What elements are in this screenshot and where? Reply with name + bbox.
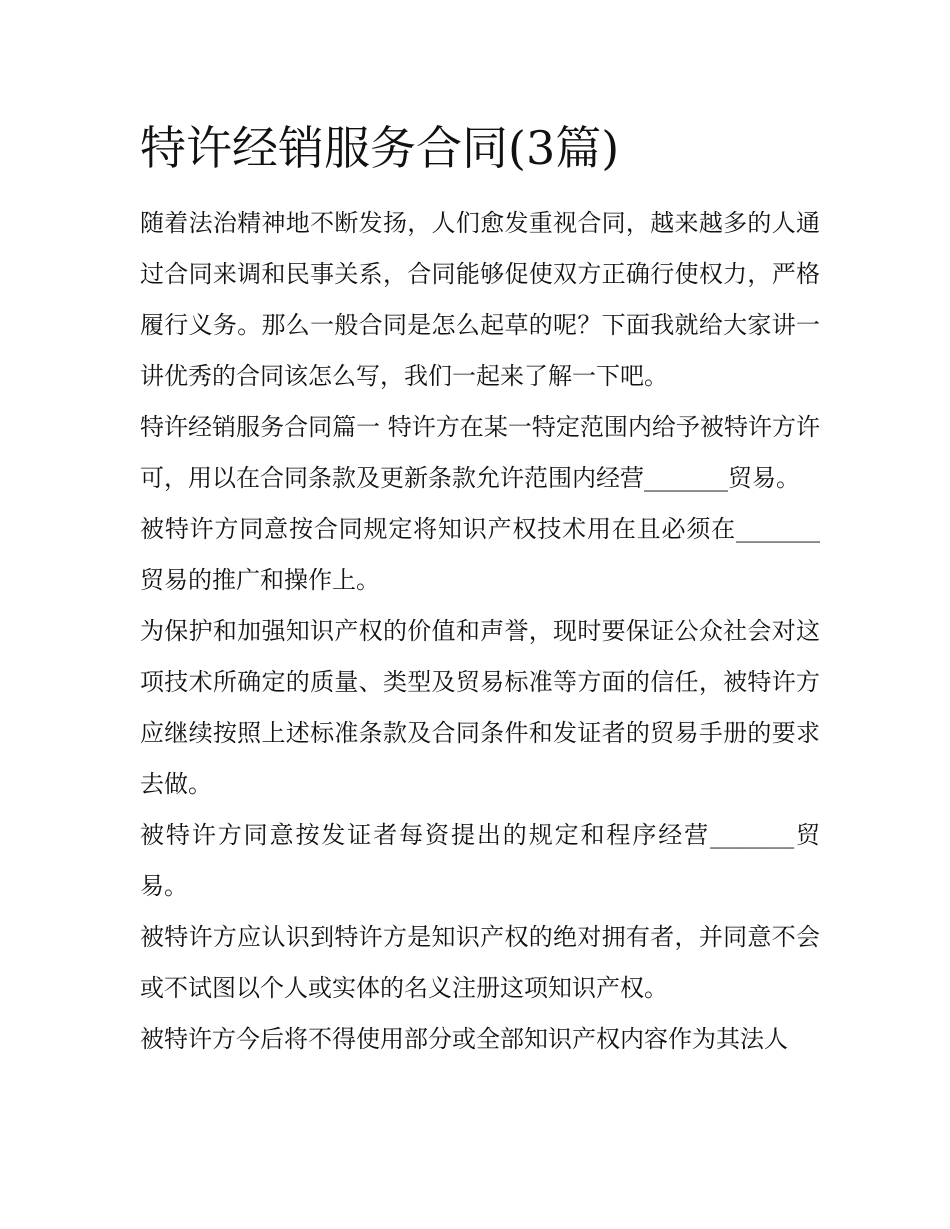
paragraph-3: 为保护和加强知识产权的价值和声誉，现时要保证公众社会对这项技术所确定的质量、类型及贸易标准等方面的信任，被特许方应继续按照上述标准条款及合同条件和发证者的贸易手册的要求去做。 [140,617,820,798]
paragraph-5: 被特许方应认识到特许方是知识产权的绝对拥有者，并同意不会或不试图以个人或实体的名义注册这项知识产权。 [140,923,820,1002]
paragraph-1: 特许经销服务合同篇一 特许方在某一特定范围内给予被特许方许可，用以在合同条款及更新条款允许范围内经营_______贸易。 [140,413,820,492]
paragraph-2: 被特许方同意按合同规定将知识产权技术用在且必须在_______贸易的推广和操作上。 [140,515,820,594]
document-page [140,108,820,1065]
document-body [140,198,820,1065]
document-title: 特许经销服务合同(3篇) [140,121,620,175]
paragraph-intro: 随着法治精神地不断发扬，人们愈发重视合同，越来越多的人通过合同来调和民事关系，合同能够促使双方正确行使权力，严格履行义务。那么一般合同是怎么起草的呢？下面我就给大家讲一讲优秀的合同该怎么写，我们一起来了解一下吧。 [140,209,820,390]
paragraph-6: 被特许方今后将不得使用部分或全部知识产权内容作为其法人 [140,1025,788,1053]
paragraph-4: 被特许方同意按发证者每资提出的规定和程序经营_______贸易。 [140,821,820,900]
